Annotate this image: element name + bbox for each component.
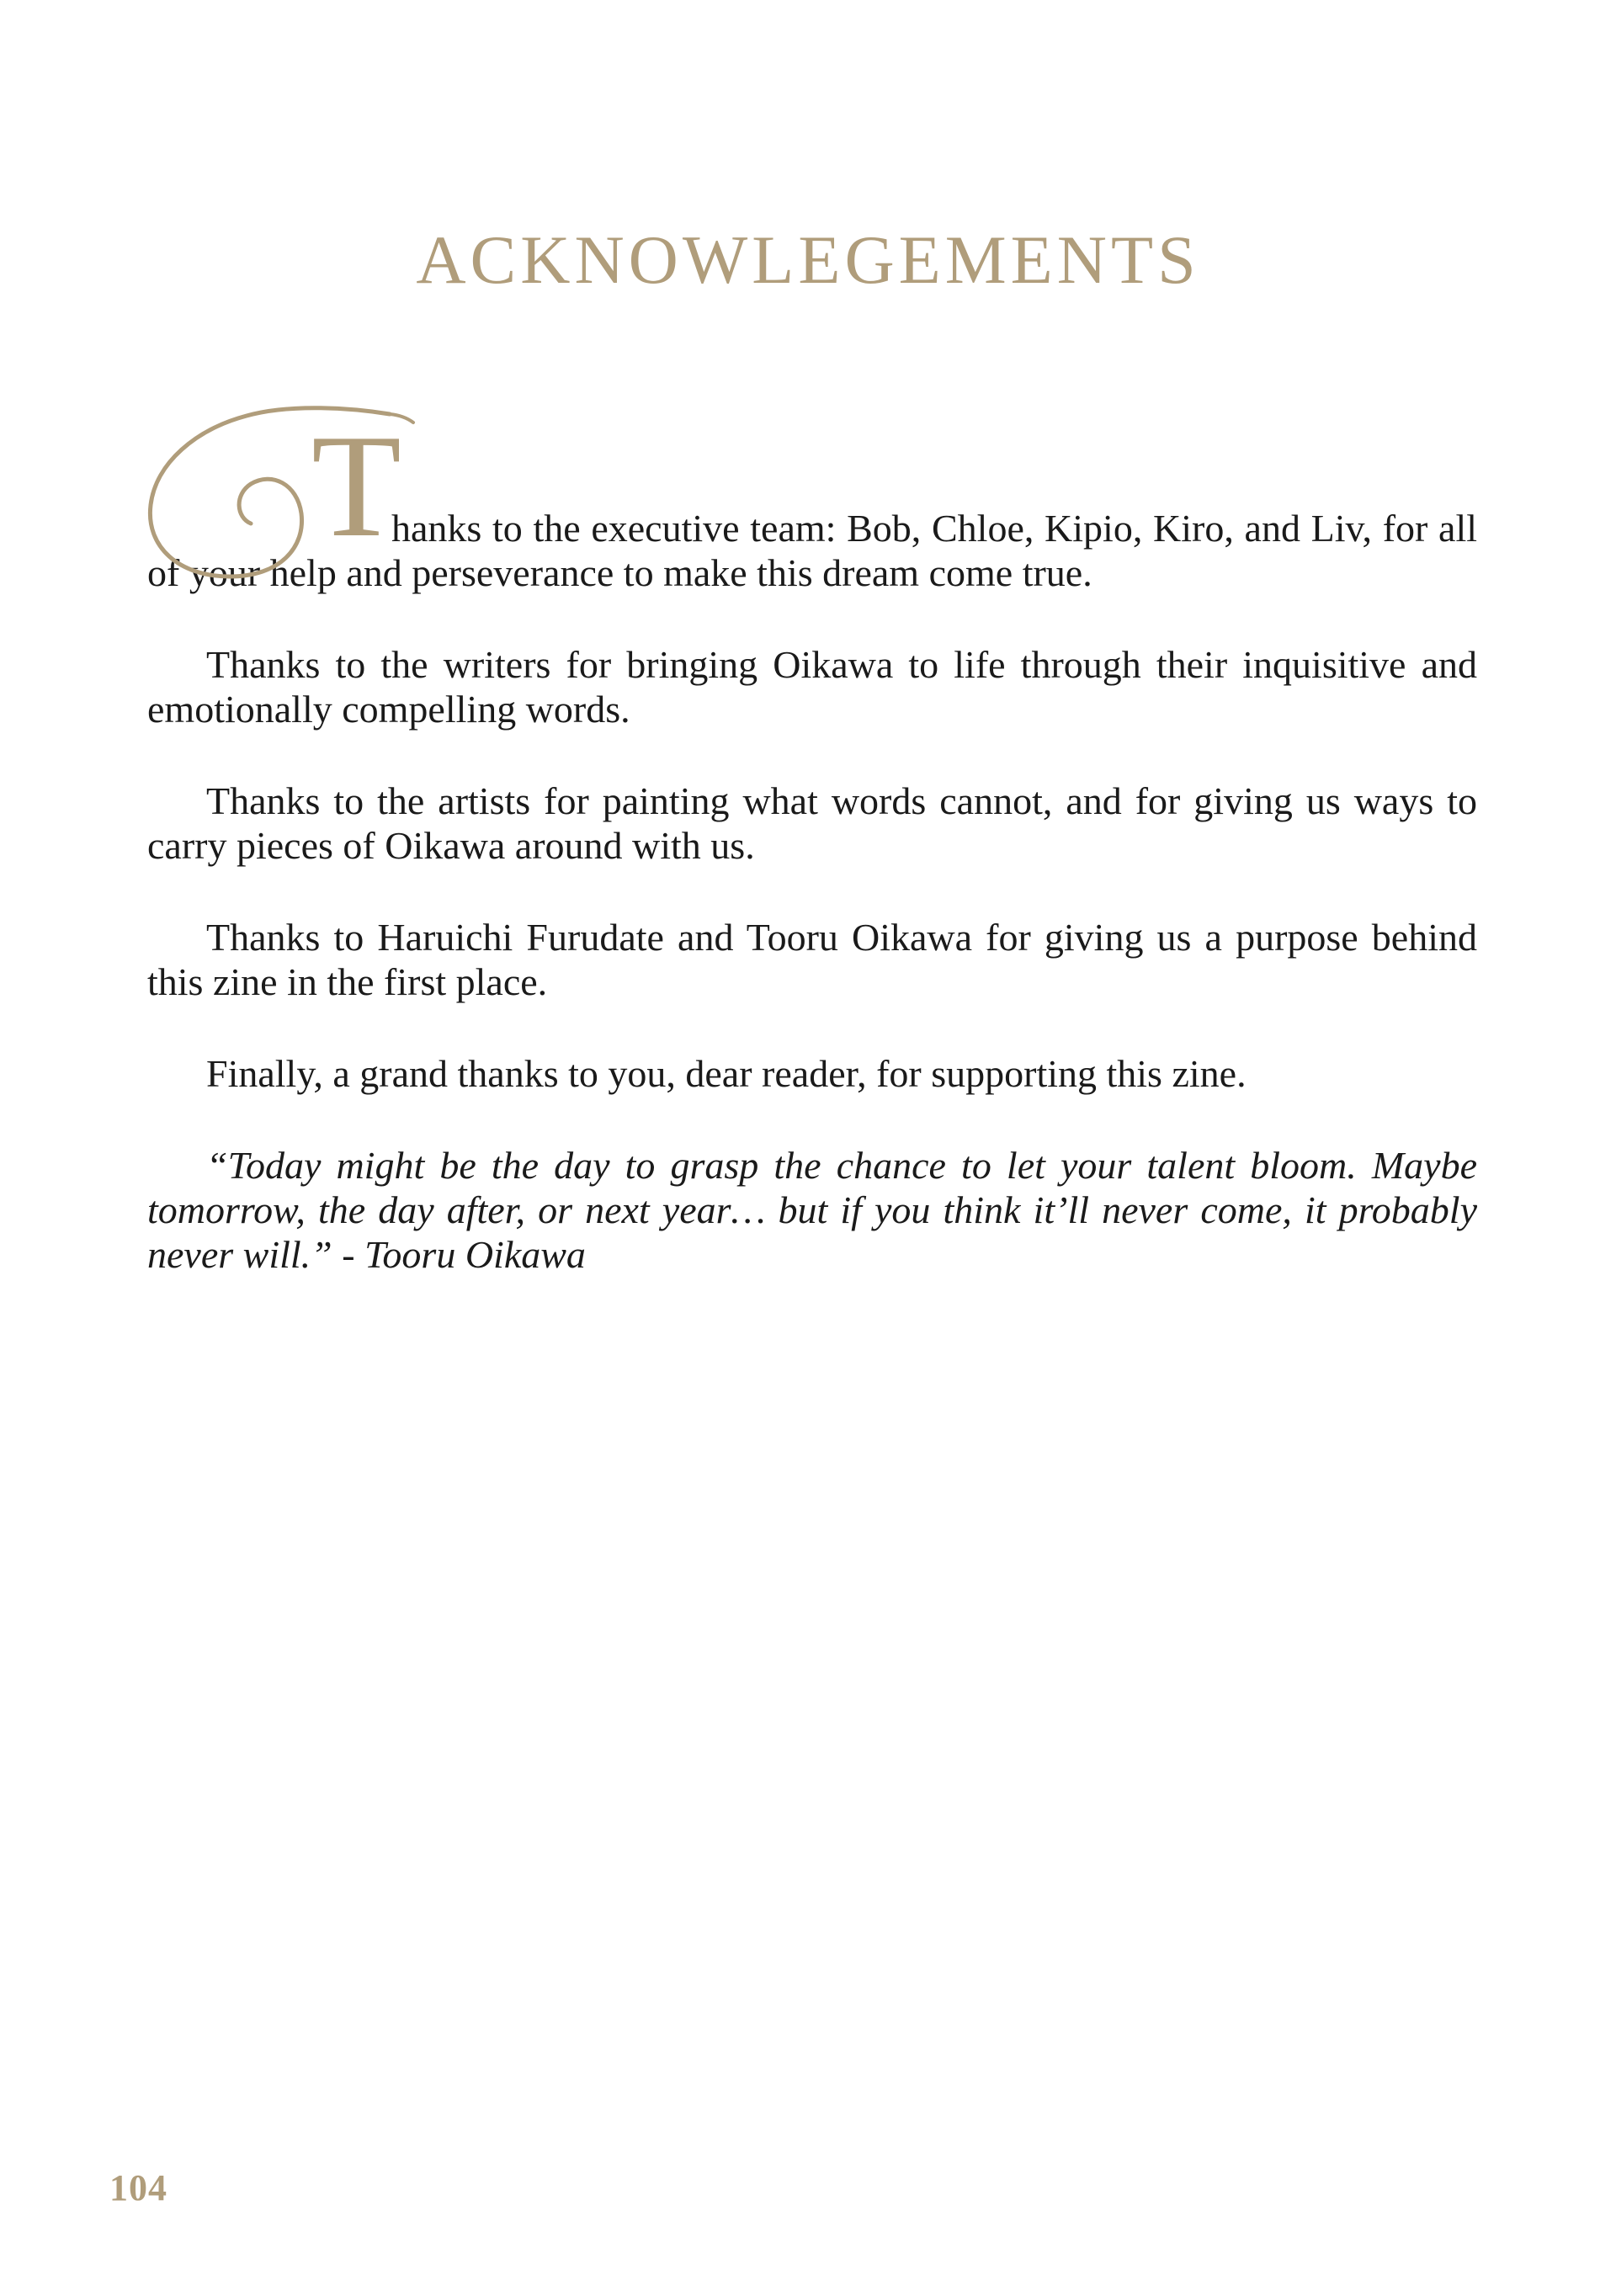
paragraph-artists: Thanks to the artists for painting what words cannot, and for giving us ways to carry pieces of Oikawa around with us. bbox=[147, 779, 1477, 867]
paragraph-furudate: Thanks to Haruichi Furudate and Tooru Oikawa for giving us a purpose behind this zine in the first place. bbox=[147, 916, 1477, 1003]
drop-cap bbox=[147, 404, 401, 567]
page-title: ACKNOWLEGEMENTS bbox=[416, 221, 1200, 298]
drop-cap-letter: T bbox=[311, 404, 401, 567]
oikawa-quote: “Today might be the day to grasp the chance to let your talent bloom. Maybe tomorrow, the day after, or next year… but if you think it’ll never come, it probably never will.” - Tooru Oikawa bbox=[147, 1144, 1477, 1276]
page-number: 104 bbox=[109, 2167, 167, 2208]
acknowledgements-body bbox=[147, 404, 1477, 1277]
paragraph-executive-team bbox=[147, 404, 1477, 595]
paragraph-writers: Thanks to the writers for bringing Oikawa to life through their inquisitive and emotionally compelling words. bbox=[147, 643, 1477, 731]
paragraph-reader: Finally, a grand thanks to you, dear reader, for supporting this zine. bbox=[206, 1052, 1247, 1095]
paragraph-text: hanks to the executive team: Bob, Chloe, Kipio, Kiro, and Liv, for all of your help and perseverance to make this dream come true. bbox=[147, 507, 1477, 594]
